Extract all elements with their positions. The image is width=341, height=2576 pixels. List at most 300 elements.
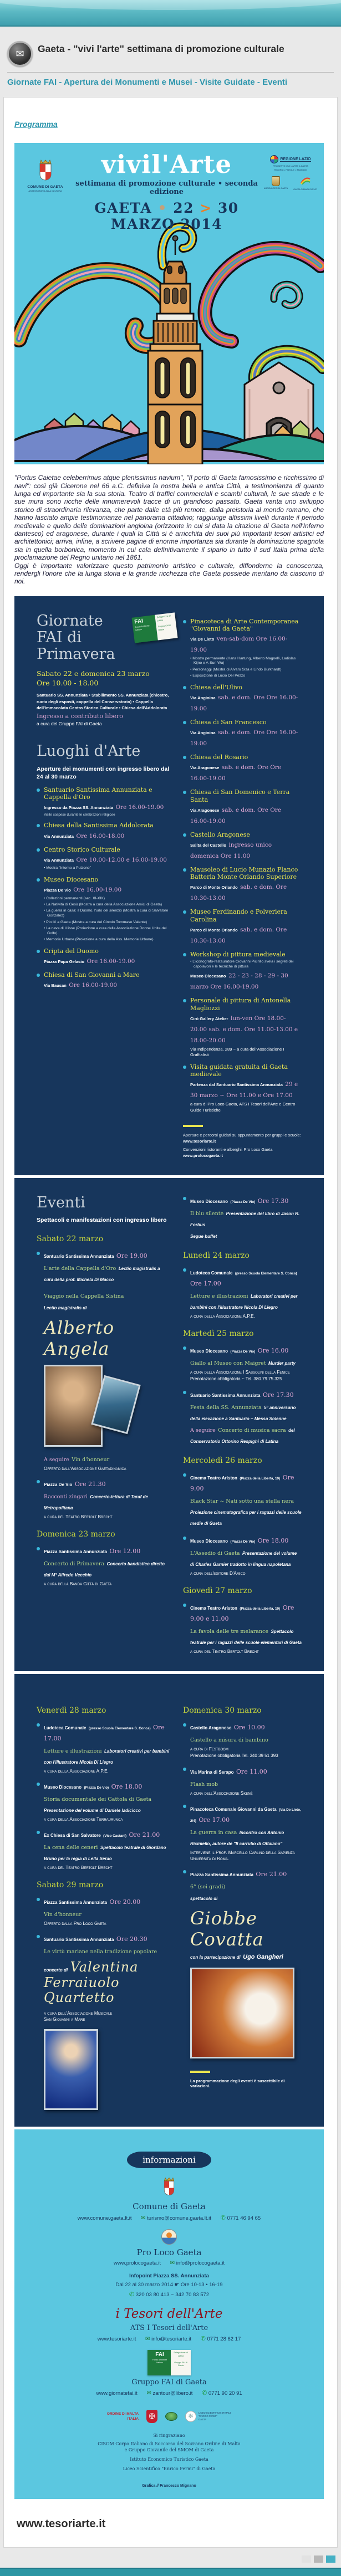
event-line1-italic: Presentazione del volume di Charles Garnier tradotto in lingua napoletana	[190, 1550, 297, 1567]
event-venue: Santuario Santissima Annunziata	[190, 1392, 261, 1398]
luoghi-sub: Aperture dei monumenti con ingresso libero dal 24 al 30 marzo	[37, 765, 170, 781]
day-label: Sabato 29 marzo	[37, 1881, 104, 1890]
event-time: Ore 9.00	[190, 1473, 294, 1492]
event-venue: Ludoteca Comunale	[190, 1271, 233, 1276]
fai-tel[interactable]: 0771 90 20 91	[208, 2390, 242, 2397]
event-time: Ore 12.00	[109, 1548, 141, 1555]
square-teal	[326, 2555, 335, 2563]
luogo-time: ven-sab-dom Ore 16.00-19.00	[190, 636, 288, 654]
event-poster	[14, 143, 324, 2499]
fai-time: Ore 10.00 - 18.00	[37, 679, 99, 688]
comune-gaeta-crest-icon	[37, 160, 54, 181]
page-header	[0, 27, 341, 88]
thanks-line2: e Gruppo Giovanile del SMOM di Gaeta	[124, 2447, 214, 2452]
event-list	[183, 1721, 302, 1862]
event-line1-italic: Laboratori creativi per bambini con l'illustratore Nicola Di Liegro	[44, 1749, 170, 1765]
event-venue: Cinema Teatro Ariston	[190, 1475, 237, 1481]
poster-dates	[72, 200, 262, 232]
luogo-title: Chiesa di San Francesco	[190, 719, 267, 726]
infopoint-hours	[26, 2282, 313, 2288]
event-time: Ore 21.30	[74, 1480, 106, 1488]
fai-curator: a cura del Gruppo FAI di Gaeta	[37, 721, 102, 727]
event-time: Ore 9.00 e 11.00	[190, 1604, 294, 1622]
luogo-title: Mausoleo di Lucio Munazio Planco Batteria Monte Orlando Superiore	[190, 866, 298, 881]
covatta-photo	[190, 1968, 294, 2058]
poster-title-block	[72, 152, 262, 232]
bullet-dot-icon	[183, 1723, 186, 1727]
bullet-dot-icon	[37, 878, 40, 882]
tesori-contacts	[26, 2335, 313, 2342]
event-venue-note: (presso Scuola Elementare S. Conca)	[88, 1727, 151, 1731]
event-item	[183, 1389, 302, 1446]
fai-section	[37, 613, 170, 663]
design-credit	[26, 2484, 313, 2488]
liceo-line1: LICEO SCIENTIFICO STATALE	[199, 2411, 232, 2414]
event-venue-note: (Vico Castani)	[103, 1834, 127, 1838]
bullet-dot-icon	[183, 910, 186, 914]
event-list	[37, 1896, 170, 1927]
event-time: Ore 17.30	[262, 1391, 294, 1399]
malta-cross-icon: ✠	[146, 2410, 157, 2423]
bullet-dot-icon	[183, 791, 186, 794]
event-time: Ore 17.00	[44, 1724, 165, 1743]
giobbe-covatta-name: Giobbe Covatta	[190, 1908, 264, 1950]
fai-mail[interactable]: zantour@libero.it	[152, 2390, 193, 2397]
bullet-dot-icon	[183, 953, 186, 956]
luogo-bullet: • La Natività di Gesù (Mostra a cura della Associazione Amici di Gaeta)	[44, 903, 170, 908]
bullet-dot-icon	[183, 620, 186, 623]
bullet-dot-icon	[183, 1066, 186, 1069]
grandi-eventi-logo	[293, 176, 317, 191]
proloco-web[interactable]: www.prolocogaeta.it	[114, 2260, 161, 2267]
regione-project-line2: RICORDI • PAROLE • IMMAGINI	[274, 168, 307, 172]
thanks-line3: Istituto Economico Turistico Gaeta	[130, 2456, 208, 2462]
fai-card-delegazione: Delegazione di Latina	[174, 2352, 188, 2357]
bullet-dot-icon	[183, 1805, 186, 1808]
page-subtitle: Giornate FAI - Apertura dei Monumenti e Musei - Visite Guidate - Eventi	[7, 78, 288, 87]
event-list	[183, 1195, 302, 1241]
luogo-item	[183, 618, 302, 679]
event-venue-note: (Piazza della Libertà, 19)	[240, 1476, 281, 1481]
fai-card-gruppo: Gruppo FAI di Gaeta	[174, 2361, 187, 2367]
thanks-line4: Liceo Scientifico "Enrico Fermi" di Gaeta	[123, 2466, 216, 2471]
valentina-name2: Quartetto	[44, 1990, 115, 2006]
luoghi-left-list	[37, 786, 170, 990]
comune-footer-crest	[26, 2177, 313, 2199]
fai-heading: Giornate FAI di Primavera	[37, 612, 115, 663]
luogo-time: 22 - 23 - 28 - 29 - 30 marzo Ore 16.00-19.00	[190, 972, 288, 991]
luogo-title: Chiesa della Santissima Addolorata	[44, 822, 154, 829]
event-time: Ore 18.00	[257, 1537, 289, 1544]
bullet-dot-icon	[37, 788, 40, 792]
event-line1-green: Festa della SS. Annunziata	[190, 1404, 262, 1411]
event-item	[37, 1721, 170, 1774]
luogo-address: Parco di Monte Orlando	[190, 927, 238, 933]
day-label: Venerdì 28 marzo	[37, 1706, 106, 1715]
luogo-address: Via Aragonese	[190, 765, 220, 771]
event-time: Ore 18.00	[111, 1783, 142, 1791]
bullet-dot-icon	[37, 950, 40, 953]
event-line1-green: La guerra in casa	[190, 1829, 237, 1836]
event-item	[183, 1266, 302, 1319]
event-line1-green: Storia documentale dei Gattola di Gaeta	[44, 1796, 152, 1803]
luogo-address: Via Annunziata	[44, 833, 74, 839]
event-venue: Pinacoteca Comunale Giovanni da Gaeta	[190, 1806, 277, 1812]
luogo-bullet: • Mostra "Intorno a Pulzone"	[44, 866, 167, 871]
event-time: Ore 17.00	[199, 1816, 230, 1824]
day-label: Martedì 25 marzo	[183, 1329, 254, 1339]
liceo-line2: "ENRICO FERMI"	[199, 2415, 217, 2418]
phone-icon: ✆	[202, 2390, 207, 2397]
programme-disclaimer: La programmazione degli eventi è suscettibile di variazioni.	[190, 2078, 285, 2089]
covatta-green: 6° (sei gradi)	[190, 1884, 226, 1891]
event-venue-note: (Via De Lieto, 2/4)	[190, 1807, 301, 1823]
luogo-note2: a cura di Pro Loco Gaeta, ATS I Tesori dell'Arte e Centro Guide Turistiche	[190, 1102, 296, 1113]
hand-icon: ☛	[174, 2282, 180, 2288]
event-item	[183, 1534, 302, 1576]
luogo-note2: Via Indipendenza, 289 ~ a cura dell'Associazione I Graffialisti	[190, 1046, 284, 1058]
square-gray	[314, 2555, 323, 2563]
luogo-bullet: • Mostra permanente (Hans Hartung, Alberto Magnelli, Ladislas Kijno e A-Sun Wu)	[190, 657, 302, 667]
event-plain: Prenotazione obbligatoria Tel. 340 39 51 393	[190, 1753, 278, 1759]
yellow-divider	[190, 2071, 210, 2073]
event-time: Ore 16.00	[257, 1347, 289, 1355]
fai-venues: Santuario SS. Annunziata • Stabilimento SS. Annunziata (chiostro, ruota degli esposti, cappella del Conservatorio) • Cappella dell'Immacolata Centro Storico Culturale • Chiesa dell'Addolorata	[37, 693, 169, 710]
event-line1-green: Flash mob	[190, 1781, 218, 1788]
luogo-item	[37, 971, 170, 990]
event-line1-green: Vin d'honneur	[44, 1912, 82, 1918]
eventi-sub: Spettacoli e manifestazioni con ingresso libero	[37, 1217, 167, 1224]
luogo-time: ingresso unico domenica Ore 11.00	[190, 842, 272, 860]
bullet-dot-icon	[37, 1252, 40, 1255]
bullet-dot-icon	[183, 721, 186, 724]
bullet-dot-icon	[37, 1547, 40, 1550]
intro-text	[14, 464, 324, 593]
luogo-bullet: • Memorie Urbane (Proiezione a cura della Ass. Memorie Urbane)	[44, 938, 170, 943]
bullet-dot-icon	[37, 1723, 40, 1727]
event-line1-italic: Presentazione del libro di Jason R. Forbus	[190, 1211, 300, 1227]
mail-icon: ✉	[141, 2215, 146, 2222]
comune-gaeta-crest-icon	[162, 2177, 176, 2196]
luogo-item	[37, 822, 170, 841]
regione-project-line1: PROGETTO VIVI L'ARTE A GAETA	[273, 165, 308, 168]
mail-icon: ✉	[145, 2336, 150, 2343]
event-list	[183, 1344, 302, 1446]
angela-after-green: Vin d'honneur	[72, 1456, 110, 1463]
infopoint-tel[interactable]: 320 03 80 413 ~ 342 70 83 572	[135, 2292, 210, 2298]
fai-web[interactable]: www.giornatefai.it	[96, 2390, 138, 2397]
event-venue: Ludoteca Comunale	[44, 1725, 86, 1731]
luogo-title: Centro Storico Culturale	[44, 846, 120, 853]
event-item	[37, 1249, 170, 1284]
phone-icon: ✆	[129, 2291, 135, 2298]
bullet-dot-icon	[37, 1783, 40, 1786]
alberto-angela-photo	[44, 1365, 103, 1447]
luogo-note: Visite sospese durante le celebrazioni religiose	[44, 813, 115, 817]
event-caps: Offerto dalla Pro Loco Gaeta	[44, 1921, 106, 1927]
luogo-time: sab. e dom. Ore 10.30-13.00	[190, 926, 287, 944]
content-card	[3, 97, 338, 2548]
luogo-bullets	[44, 866, 167, 871]
ordine-malta-line1: ORDINE DI MALTA	[106, 2412, 139, 2416]
bullet-dot-icon	[183, 833, 186, 837]
event-venue: Santuario Santissima Annunziata	[44, 1253, 114, 1259]
luogo-time: Ore 16.00-19.00	[86, 958, 135, 965]
informazioni-badge: informazioni	[127, 2152, 211, 2168]
bullet-dot-icon	[183, 1870, 186, 1873]
bullet-dot-icon	[37, 848, 40, 852]
luogo-address: Piazza Papa Gelasio	[44, 959, 85, 965]
event-line1-green: Castello a misura di bambino	[190, 1737, 268, 1744]
bullet-dot-icon	[183, 868, 186, 872]
grandi-eventi-swash-icon	[301, 176, 311, 185]
comune-name: COMUNE DI GAETA	[27, 185, 63, 190]
luogo-item	[37, 846, 170, 872]
luogo-title: Castello Aragonese	[190, 831, 250, 838]
luogo-title: Personale di pittura di Antonella Magliozzi	[190, 997, 291, 1012]
panel-eventi-1	[14, 1178, 324, 1671]
credit-name: Francesco Mignano	[160, 2484, 196, 2488]
event-item	[183, 1195, 302, 1241]
thanks-line1: CISOM Corpo Italiano di Soccorso del Sovrano Ordine di Malta	[98, 2441, 241, 2447]
luogo-address: Cirò Gallery Atelier	[190, 1016, 228, 1021]
event-caps: a cura della Associazione Terraurunca	[44, 1817, 123, 1822]
virtu-caps1: a cura dell'Associazione Musicale	[44, 2011, 113, 2016]
angela-after-caps: Offerto dall'Associazione Gaetadinamica	[44, 1466, 126, 1471]
tesori-tel[interactable]: 0771 28 62 17	[207, 2336, 241, 2343]
luogo-bullets	[44, 897, 170, 943]
fai-card-icon	[147, 2350, 191, 2375]
luogo-time: sab. e dom. Ore Ore 16.00-19.00	[190, 694, 298, 713]
event-time: Ore 11.00	[236, 1768, 267, 1775]
comune-web[interactable]: www.comune.gaeta.lt.it	[77, 2215, 132, 2222]
poster-header	[14, 143, 324, 464]
proloco-logo-icon	[161, 2229, 177, 2245]
intro-paragraph-1: "Portus Caietae celeberrimus atque plenissimus navium", "Il porto di Gaeta famosissimo e ricchissimo di navi": così già Cicerone nel 66 a.C. definiva la nostra bella e antica Città, a testimonianza di quanto lunga ed importante sia la sua storia. Teatro di traffici commerciali e scambi culturali, le sue strade e le sue mura sono ricche delle innumerevoli tracce di un grandioso passato. Gaeta vanta uno sviluppo storico di straordinaria rilevanza, che parte dalle età più remote, dalla preistoria al mondo romano, che hanno lasciato ampie testimonianze nel panorama cittadino; raggiunge altissimi livelli durante il periodo medievale e quello delle dominazioni angioina (orizzonte in cui si data la citazione di Gaeta nell'Inferno dantesco) ed aragonese, durante i quali la Città si è arricchita dei suoi più importanti tesori artistici ed architettonici; arriva, infine, a scrivere pagine di enorme importanza sia durante la dominazione spagnola sia in quella borbonica, momento in cui cala definitivamente il sipario in tutto il sud Italia prima della proclamazione del Regno unitario nel 1861.	[14, 474, 324, 562]
mail-icon: ✉	[170, 2260, 175, 2267]
poster-title: vivil'Arte	[101, 150, 232, 180]
luogo-bullet: • Personaggi (Mostra di Alvaro Siza e Lindo Burkhardt)	[190, 668, 302, 673]
luogo-bullet: • La guerra in casa: il Duomo, l'urlo del silenzio (Mostra a cura di Salvatore Gonzalez)	[44, 909, 170, 919]
event-venue: Ex Chiesa di San Salvatore	[44, 1833, 101, 1838]
event-time: Ore 19.00	[116, 1252, 147, 1259]
istituto-turistico-logo-icon	[165, 2412, 177, 2421]
gaeta-illustration	[14, 201, 324, 464]
event-time: Ore 20.00	[109, 1898, 141, 1906]
event-venue: Museo Diocesano	[190, 1199, 228, 1204]
valentina-photo	[44, 2029, 98, 2110]
comune-crest-block	[19, 152, 72, 232]
luogo-bullets	[190, 657, 302, 679]
poster-date-start: 22	[173, 200, 194, 217]
luogo-title: Pinacoteca di Arte Contemporanea "Giovanni da Gaeta"	[190, 617, 299, 632]
covatta-italic: spettacolo di	[190, 1896, 218, 1902]
fai-contacts	[26, 2389, 313, 2396]
tesori-web[interactable]: www.tesoriarte.it	[97, 2336, 136, 2343]
foot-line1: Aperture e percorsi guidati su appuntamento per gruppi e scuole:	[183, 1132, 301, 1138]
event-line1-italic: Laboratori creativi per bambini con l'illustratore Nicola Di Liegro	[190, 1294, 298, 1310]
luogo-time: sab. e dom. Ore Ore 16.00-19.00	[190, 764, 282, 782]
angela-photos	[44, 1365, 170, 1447]
luogo-item	[183, 908, 302, 945]
event-venue: Piazza De Vio	[44, 1482, 73, 1487]
valentina-block	[37, 1933, 170, 2110]
event-venue: Museo Diocesano	[44, 1785, 82, 1790]
event-caps: a cura della Banda Città di Gaeta	[44, 1581, 112, 1587]
event-line1-italic: Concerto bandistico diretto dal M° Alfredo Vecchio	[44, 1561, 165, 1578]
event-time: Ore 21.00	[256, 1871, 287, 1878]
virtu-caps2: San Giovanni a Mare	[44, 2017, 85, 2022]
day-label: Domenica 30 marzo	[183, 1706, 262, 1715]
luogo-address: Museo Diocesano	[190, 974, 226, 979]
bullet-dot-icon	[183, 1768, 186, 1771]
fai-card-gruppo: Gruppo FAI di Gaeta	[157, 624, 171, 631]
luogo-item	[183, 831, 302, 861]
event-line1-italic: Proiezione cinematografica per i ragazzi delle scuole medie di Gaeta	[190, 1509, 302, 1526]
angela-green: Viaggio nella Cappella Sistina	[44, 1293, 124, 1299]
arcidiocesi-logo	[264, 176, 288, 190]
event-time: Ore 17.00	[190, 1280, 221, 1287]
foot-line2: Convenzioni ristoranti e alberghi: Pro Loco Gaeta	[183, 1146, 273, 1152]
luogo-address: Via De Lieto	[190, 637, 215, 642]
event-list	[183, 1266, 302, 1319]
luogo-item	[183, 684, 302, 714]
valentina-name: Valentina Ferraiuolo	[44, 1959, 139, 1990]
luogo-item	[183, 788, 302, 826]
infopoint-phones	[26, 2291, 313, 2298]
luogo-title: Chiesa di San Domenico e Terra Santa	[190, 788, 290, 803]
tesori-mail[interactable]: info@tesoriarte.it	[151, 2336, 192, 2343]
covatta-block	[183, 1868, 302, 2088]
event-plain: Prenotazione obbligatoria ~ Tel. 380.79.75.325	[190, 1376, 282, 1382]
luogo-title: Chiesa di San Giovanni a Mare	[44, 971, 140, 979]
event-time: Ore 17.30	[257, 1197, 289, 1205]
luogo-address: Salita del Castello	[190, 843, 226, 848]
grandi-eventi-caption: GAETA GRANDI EVENTI	[293, 188, 318, 191]
luogo-time: sab. e dom. Ore Ore 16.00-19.00	[190, 806, 282, 824]
event-venue: Piazza Santissima Annunziata	[44, 1900, 107, 1906]
arcidiocesi-caption: ARCIDIOCESI DI GAETA	[263, 187, 288, 190]
arcidiocesi-crest-icon	[272, 176, 280, 186]
event-venue-note: (Piazza De Vio)	[230, 1350, 256, 1354]
bullet-dot-icon	[37, 1831, 40, 1834]
regione-lazio-emblem-icon	[270, 155, 278, 163]
event-list	[37, 1249, 170, 1284]
proloco-contacts	[26, 2260, 313, 2266]
mail-icon: ✉	[146, 2390, 151, 2397]
ordine-malta-label	[107, 2411, 139, 2421]
event-line2-green: Concerto di musica sacra	[218, 1427, 286, 1433]
luoghi-heading: Luoghi d'Arte	[37, 742, 141, 760]
credit-label: Grafica //	[142, 2484, 159, 2488]
luogo-item	[37, 948, 170, 966]
poster-subtitle: settimana di promozione culturale • seconda edizione	[75, 180, 258, 197]
event-caps: a cura di Festboom	[190, 1747, 228, 1752]
top-teal-bar	[0, 0, 341, 27]
event-venue-note: (presso Scuola Elementare S. Conca)	[235, 1272, 297, 1276]
event-caps: a cura dell'Associazione Skené	[190, 1790, 253, 1796]
luogo-time: Ore 16.00-19.00	[73, 887, 122, 894]
foot-line2-url: www.prolocogaeta.it	[183, 1153, 223, 1158]
infopoint-dates: Dal 22 al 30 marzo 2014	[115, 2282, 173, 2288]
day-label: Sabato 22 marzo	[37, 1234, 104, 1243]
fai-card-fondo: Fondo Ambiente Italiano	[152, 2359, 167, 2364]
tesori-arte-logo: i Tesori dell'Arte	[115, 2307, 223, 2322]
event-item	[37, 1780, 170, 1822]
footer-squares	[6, 2555, 335, 2563]
luogo-bullet: • Pio IX a Gaeta (Mostra a cura del Circolo Tommaso Valente)	[44, 920, 170, 925]
infopoint-times: Ore 10-13 • 16-19	[180, 2282, 223, 2288]
tesoriarte-link[interactable]: www.tesoriarte.it	[17, 2518, 106, 2531]
luogo-item	[183, 951, 302, 992]
dates-arrow: >	[200, 200, 212, 217]
comune-mail[interactable]: turismo@comune.gaeta.lt.it	[147, 2215, 211, 2222]
luogo-item	[37, 876, 170, 943]
event-line2-pink: A seguire	[190, 1427, 216, 1433]
bullet-dot-icon	[37, 1935, 40, 1938]
luogo-title: Museo Diocesano	[44, 876, 99, 884]
covatta-with-pre: con la partecipazione di	[190, 1955, 241, 1960]
topbar-sheen	[0, 0, 341, 10]
event-venue: Museo Diocesano	[190, 1349, 228, 1354]
event-line1-green: La cena delle ceneri	[44, 1845, 98, 1851]
alberto-angela-block	[37, 1290, 170, 1472]
poster-date-end: 30 MARZO 2014	[110, 200, 239, 233]
proloco-mail[interactable]: info@prolocogaeta.it	[176, 2260, 225, 2267]
event-caps: a cura della Associazione A.P.E.	[190, 1314, 255, 1319]
bullet-dot-icon	[183, 1473, 186, 1477]
comune-tel[interactable]: 0771 46 94 65	[227, 2215, 261, 2222]
event-time: Ore 21.00	[129, 1831, 160, 1839]
bullet-dot-icon	[37, 1480, 40, 1483]
poster-city: GAETA	[94, 200, 152, 217]
event-item	[183, 1471, 302, 1528]
event-caps: a cura del Teatro Bertolt Brecht	[190, 1648, 259, 1654]
mail-icon[interactable]	[7, 41, 33, 66]
event-line1-italic: Spettacolo teatrale di Giordano Bruno per la regia di Lella Serao	[44, 1845, 166, 1862]
luogo-time: 29 e 30 marzo ~ Ore 11.00 e Ore 17.00	[190, 1081, 298, 1099]
event-venue: Castello Aragonese	[190, 1725, 232, 1731]
virtu-pre: concerto di	[44, 1968, 68, 1973]
event-caps: a cura del Teatro Bertolt Brecht	[44, 1514, 113, 1519]
comune-contacts	[26, 2214, 313, 2221]
bullet-dot-icon	[37, 1898, 40, 1901]
luogo-item	[183, 754, 302, 783]
panel-eventi-2	[14, 1674, 324, 2127]
event-item	[183, 1721, 302, 1759]
event-item	[37, 1545, 170, 1587]
dates-dot: •	[157, 200, 167, 217]
event-venue-note: (Piazza De Vio)	[230, 1200, 256, 1204]
luogo-title: Visita guidata gratuita di Gaeta medievale	[190, 1063, 288, 1078]
luogo-address: Ingresso da Piazza SS. Annunziata	[44, 805, 114, 811]
fai-card-fai: FAI	[155, 2352, 164, 2358]
fai-entry: Ingresso a contributo libero	[37, 713, 123, 720]
event-caps: a cura dell'editore D'Amico	[190, 1570, 246, 1576]
eventi-heading: Eventi	[37, 1194, 85, 1211]
alberto-angela-name: Alberto Angela	[44, 1317, 115, 1359]
fai-date: Sabato 22 e domenica 23 marzo	[37, 669, 150, 678]
programma-link[interactable]: Programma	[14, 120, 58, 129]
bullet-dot-icon	[183, 999, 186, 1002]
atom-icon: ✻	[185, 2411, 196, 2422]
luogo-address: Via Angioina	[190, 695, 216, 701]
event-line1-green: Giallo al Museo con Maigret	[190, 1360, 266, 1367]
fai-card-fai: FAI	[134, 618, 144, 626]
event-item	[37, 1478, 170, 1520]
event-line1-green: Letture e illustrazioni	[44, 1748, 102, 1755]
poster-header-top	[14, 143, 324, 232]
